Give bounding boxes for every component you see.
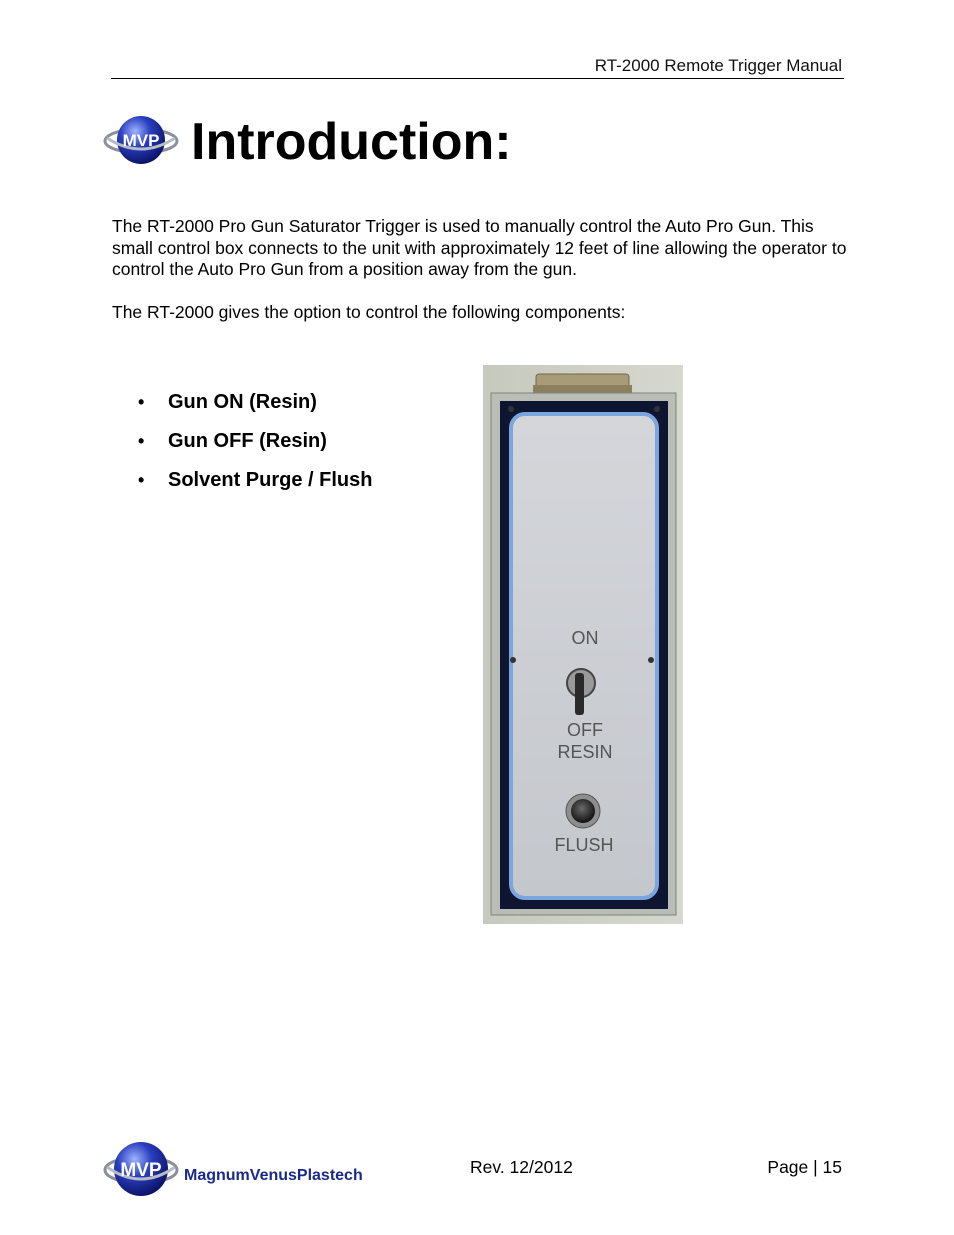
list-item-label: Solvent Purge / Flush: [168, 469, 373, 491]
component-list: [138, 388, 372, 505]
footer-company-logo-icon: [103, 1138, 393, 1202]
list-item: [138, 466, 372, 505]
photo-label-on: ON: [571, 628, 599, 648]
photo-label-flush: FLUSH: [554, 835, 614, 855]
bullet-icon: •: [138, 431, 145, 451]
list-item-label: Gun ON (Resin): [168, 391, 317, 413]
bullet-icon: •: [138, 392, 145, 412]
header-rule: [111, 78, 844, 79]
logo-text: MVP: [122, 131, 160, 150]
photo-label-resin: RESIN: [557, 742, 613, 762]
list-item-label: Gun OFF (Resin): [168, 430, 327, 452]
components-intro: The RT-2000 gives the option to control the following components:: [112, 302, 626, 322]
footer-revision: Rev. 12/2012: [470, 1157, 573, 1177]
page-title: Introduction:: [191, 113, 512, 171]
footer-page-number: Page | 15: [767, 1157, 842, 1177]
list-item: [138, 427, 372, 466]
list-item: [138, 388, 372, 427]
bullet-icon: •: [138, 470, 145, 490]
photo-label-off: OFF: [567, 720, 603, 740]
footer-company-name: MagnumVenusPlastech: [184, 1167, 363, 1184]
intro-paragraph: The RT-2000 Pro Gun Saturator Trigger is used to manually control the Auto Pro Gun. This small control box connects to the unit with approximately 12 feet of line allowing the operator to control the Auto Pro Gun from a position away from the gun.: [112, 216, 847, 279]
remote-trigger-photo: [483, 365, 683, 924]
mvp-logo-icon: [103, 112, 179, 170]
footer-logo-text: MVP: [120, 1160, 162, 1181]
header-title: RT-2000 Remote Trigger Manual: [594, 56, 842, 75]
